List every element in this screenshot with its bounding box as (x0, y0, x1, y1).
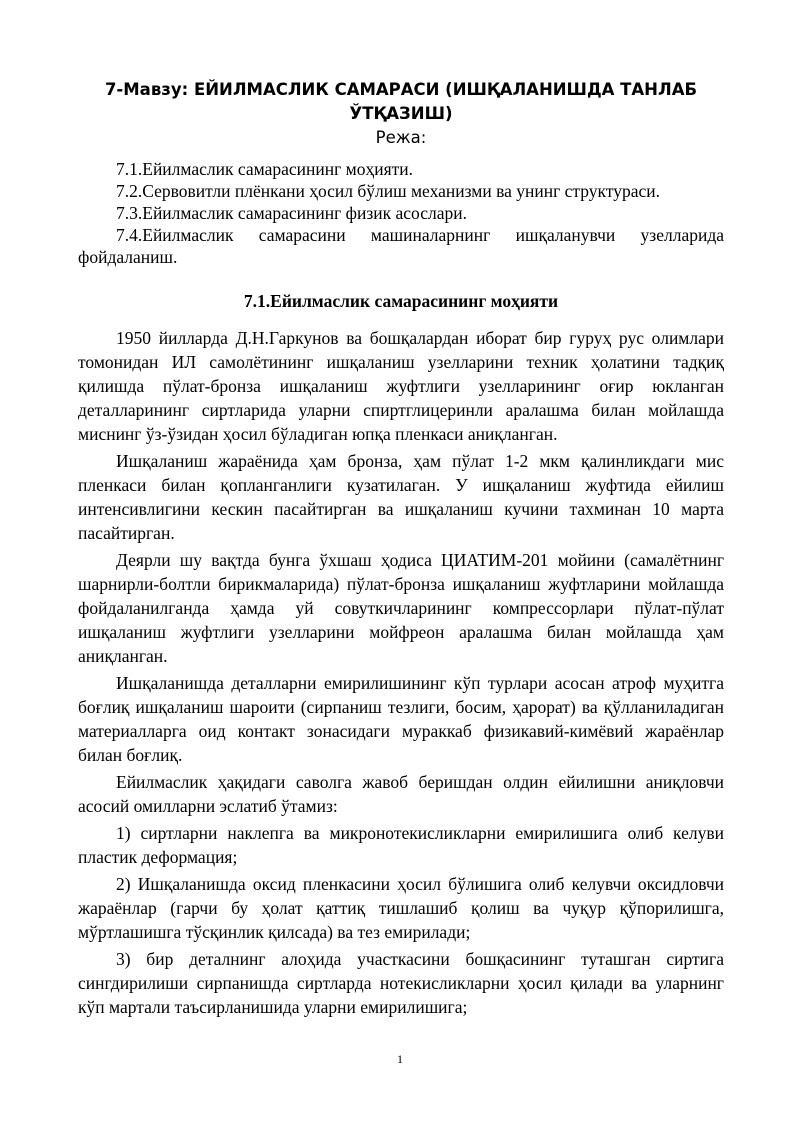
paragraph: 1950 йилларда Д.Н.Гаркунов ва бошқалардан иборат бир гуруҳ рус олимлари томонидан ИЛ самолётининг ишқаланиш узелларини техник ҳолатини тадқиқ қилишда пўлат-бронза ишқаланиш жуфтлиги узелларининг оғир юкланган деталларининг сиртларида уларни спиртглицеринли аралашма билан мойлашда миснинг ўз-ўзидан ҳосил бўладиган юпқа пленкаси аниқланган. (78, 328, 724, 444)
plan-item: 7.2.Сервовитли плёнкани ҳосил бўлиш механизми ва унинг структураси. (116, 181, 661, 201)
paragraph: Ишқаланиш жараёнида ҳам бронза, ҳам пўлат 1-2 мкм қалинликдаги мис пленкаси билан қопланганлиги кузатилаган. У ишқаланиш жуфтида ейилиш интенсивлигини кескин пасайтирган ва ишқаланиш кучини тахминан 10 марта пасайтирган. (78, 451, 724, 543)
plan-item: 7.4.Ейилмаслик самарасини машиналарнинг ишқаланувчи узелларида фойдаланиш. (78, 225, 724, 267)
paragraph: Деярли шу вақтда бунга ўхшаш ҳодиса ЦИАТИМ-201 мойини (самалётнинг шарнирли-болтли бирикмаларида) пўлат-бронза ишқаланиш жуфтларини мойлашда фойдаланилганда ҳамда уй совуткичларининг компрессорлари пўлат-пўлат ишқаланиш жуфтлиги узелларини мойфреон аралашма билан мойлашда ҳам аниқланган. (78, 550, 724, 666)
section-heading: 7.1.Ейилмаслик самарасининг моҳияти (243, 291, 559, 311)
body-text (78, 326, 724, 1019)
page-number: 1 (397, 1052, 403, 1066)
list-paragraph: 1) сиртларни наклепга ва микронотекисликларни емирилишига олиб келуви пластик деформация; (78, 823, 724, 867)
plan-heading: Режа: (375, 128, 427, 147)
paragraph: Ейилмаслик ҳақидаги саволга жавоб беришдан олдин ейилишни аниқловчи асосий омилларни эслатиб ўтамиз: (78, 772, 724, 816)
document-title: 7-Мавзу: ЕЙИЛМАСЛИК САМАРАСИ (ИШҚАЛАНИШДА ТАНЛАБ ЎТҚАЗИШ) (104, 80, 698, 123)
list-paragraph: 3) бир деталнинг алоҳида участкасини бошқасининг туташган сиртига сингдирилиши сирпанишда сиртларда нотекисликларни ҳосил қилади ва уларнинг кўп мартали таъсирланишида уларни емирилишига; (78, 949, 724, 1017)
plan-item: 7.1.Ейилмаслик самарасининг моҳияти. (116, 159, 414, 179)
paragraph: Ишқаланишда деталларни емирилишининг кўп турлари асосан атроф муҳитга боғлиқ ишқаланиш шароити (сирпаниш тезлиги, босим, ҳарорат) ва қўлланиладиган материалларга оид контакт зонасидаги мураккаб физикавий-кимёвий жараёнлар билан боғлиқ. (78, 673, 724, 765)
document-page (78, 78, 724, 1022)
plan-list (78, 158, 724, 268)
plan-item: 7.3.Ейилмаслик самарасининг физик асослари. (116, 203, 467, 223)
list-paragraph: 2) Ишқаланишда оксид пленкасини ҳосил бўлишига олиб келувчи оксидловчи жараёнлар (гарчи бу ҳолат қаттиқ тишлашиб қолиш ва чуқур қўпорилишга, мўртлашишга тўсқинлик қилсада) ва тез емирилади; (78, 874, 724, 942)
